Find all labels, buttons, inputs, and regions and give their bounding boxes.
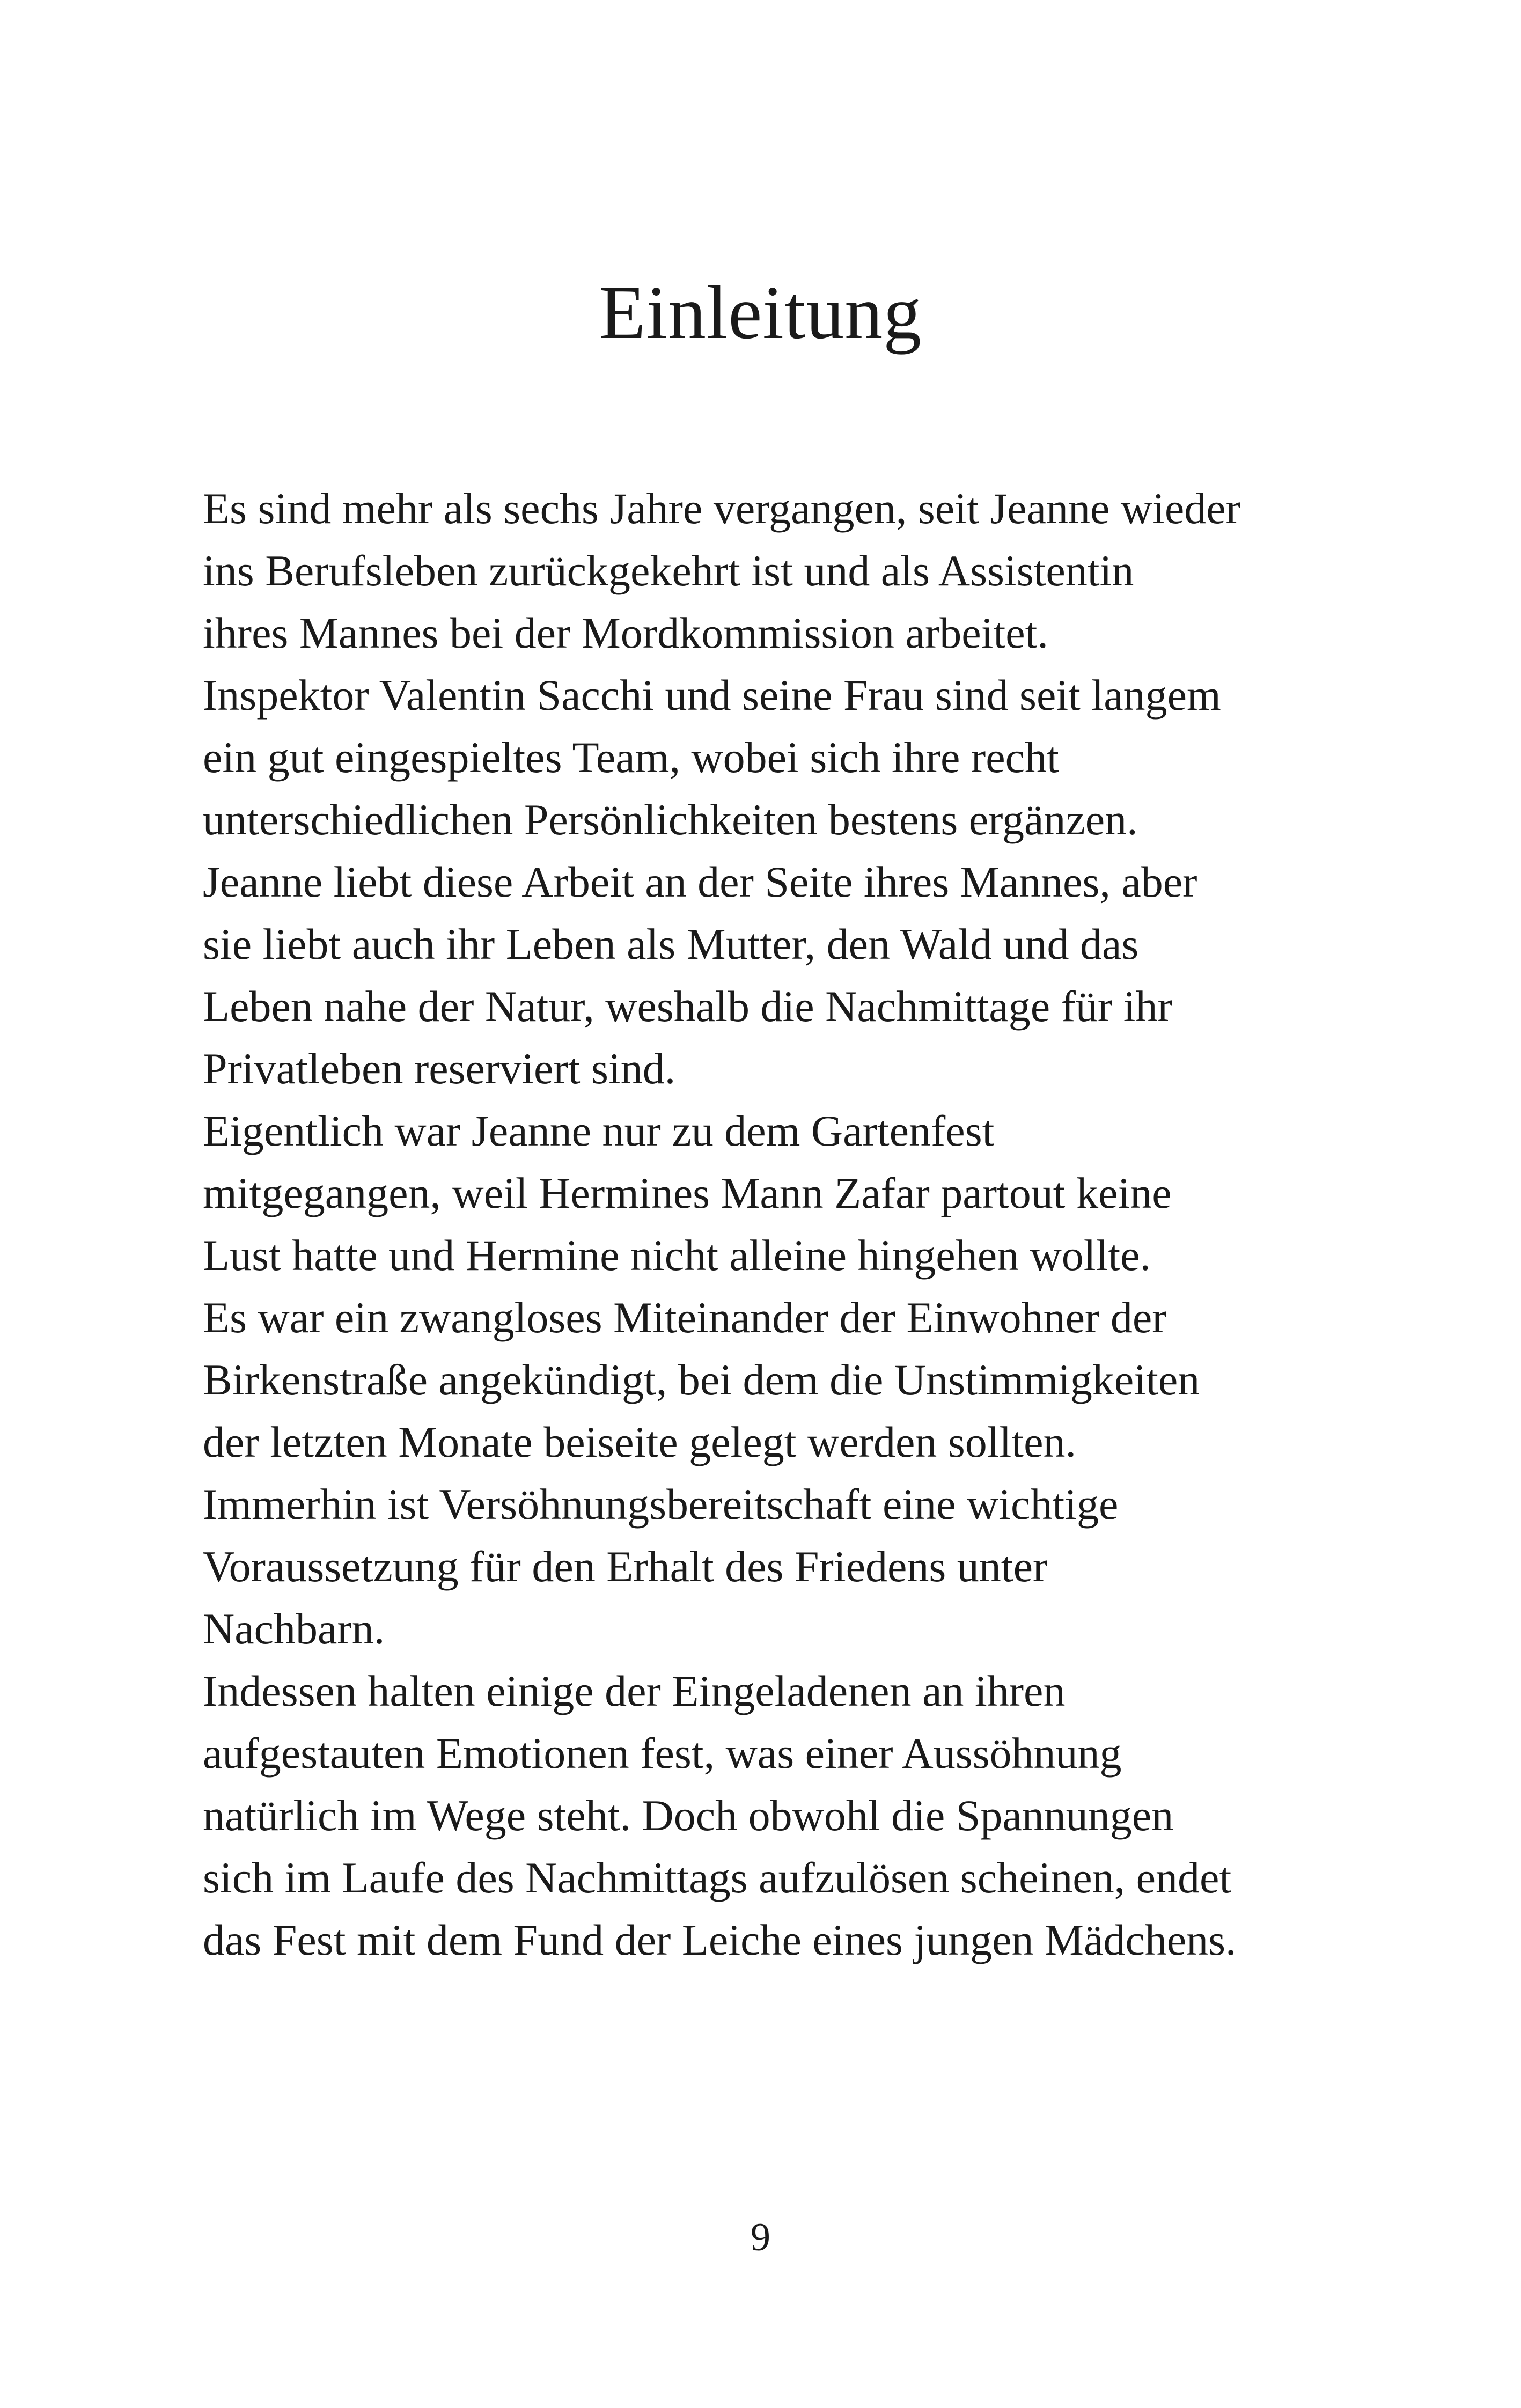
text-line: Indessen halten einige der Eingeladenen an ihren [203,1666,1066,1715]
text-line: Nachbarn. [203,1604,385,1653]
page-number: 9 [751,2215,770,2259]
text-line: das Fest mit dem Fund der Leiche eines jungen Mädchens. [203,1915,1237,1964]
text-line: natürlich im Wege steht. Doch obwohl die Spannungen [203,1791,1174,1840]
text-line: Privatleben reserviert sind. [203,1044,676,1093]
text-line: Es war ein zwangloses Miteinander der Einwohner der [203,1293,1167,1342]
chapter-title: Einleitung [599,270,922,355]
text-line: Eigentlich war Jeanne nur zu dem Gartenfest [203,1106,995,1155]
text-line: aufgestauten Emotionen fest, was einer Aussöhnung [203,1729,1122,1778]
text-line: ins Berufsleben zurückgekehrt ist und als Assistentin [203,546,1134,595]
text-line: Es sind mehr als sechs Jahre vergangen, seit Jeanne wieder [203,484,1240,533]
text-line: Immerhin ist Versöhnungsbereitschaft eine wichtige [203,1480,1119,1529]
text-line: sich im Laufe des Nachmittags aufzulösen scheinen, endet [203,1853,1232,1902]
text-line: ein gut eingespieltes Team, wobei sich ihre recht [203,733,1059,782]
text-line: Birkenstraße angekündigt, bei dem die Unstimmigkeiten [203,1355,1200,1404]
text-line: ihres Mannes bei der Mordkommission arbeitet. [203,608,1048,657]
text-line: Leben nahe der Natur, weshalb die Nachmittage für ihr [203,982,1172,1031]
text-line: sie liebt auch ihr Leben als Mutter, den Wald und das [203,920,1139,968]
text-line: Voraussetzung für den Erhalt des Friedens unter [203,1542,1048,1591]
text-line: Inspektor Valentin Sacchi und seine Frau sind seit langem [203,671,1221,720]
text-line: mitgegangen, weil Hermines Mann Zafar partout keine [203,1169,1172,1217]
text-line: der letzten Monate beiseite gelegt werden sollten. [203,1418,1076,1466]
chapter-body [203,478,1340,1971]
text-line: Lust hatte und Hermine nicht alleine hingehen wollte. [203,1231,1151,1280]
text-line: Jeanne liebt diese Arbeit an der Seite ihres Mannes, aber [203,857,1197,906]
text-line: unterschiedlichen Persönlichkeiten bestens ergänzen. [203,795,1138,844]
